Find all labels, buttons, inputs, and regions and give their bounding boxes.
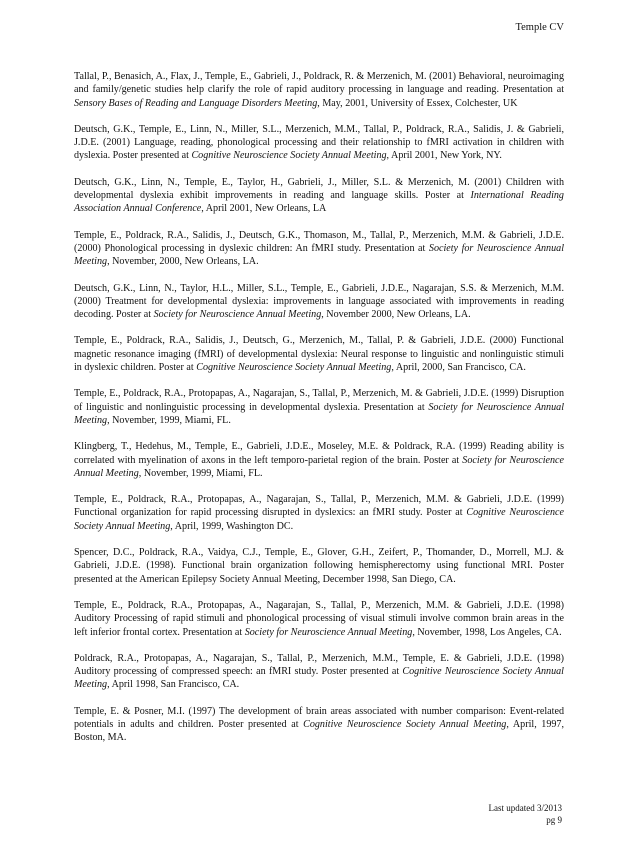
venue-title: Cognitive Neuroscience Society Annual Meeting xyxy=(74,666,564,691)
venue-title: Society for Neuroscience Annual Meeting xyxy=(74,242,564,268)
publication-entry: Temple, E. & Posner, M.I. (1997) The development of brain areas associated with number comparison: Event-related potentials in adults and children. Poster presented at Cognitive Neuroscience Society Annual Meeting, April, 1997, Boston, MA. xyxy=(74,705,564,744)
publication-entry: Temple, E., Poldrack, R.A., Protopapas, A., Nagarajan, S., Tallal, P., Merzenich, M. & Gabrieli, J.D.E. (1999) Disruption of linguistic and nonlinguistic processing in developmental dyslexia. Presentation at Society for Neuroscience Annual Meeting, November, 1999, Miami, FL. xyxy=(74,388,565,426)
venue-title: Cognitive Neuroscience Society Annual Meeting xyxy=(74,507,564,532)
running-header: Temple CV xyxy=(515,22,564,33)
venue-title: Society for Neuroscience Annual Meeting xyxy=(74,454,564,479)
publication-entry: Deutsch, G.K., Temple, E., Linn, N., Miller, S.L., Merzenich, M.M., Tallal, P., Poldrack, R.A., Salidis, J. & Gabrieli, J.D.E. (2001) Language, reading, phonological processing and their relationship to fMRI activation in children with dyslexia. Poster presented at Cognitive Neuroscience Society Annual Meeting, April 2001, New York, NY. xyxy=(74,123,564,162)
page-number: pg 9 xyxy=(546,815,562,825)
publication-entry: Temple, E., Poldrack, R.A., Protopapas, A., Nagarajan, S., Tallal, P., Merzenich, M.M. & Gabrieli, J.D.E. (1999) Functional organization for rapid processing disrupted in dyslexics: an fMRI study. Poster at Cognitive Neuroscience Society Annual Meeting, April, 1999, Washington DC. xyxy=(74,494,564,532)
venue-title: Cognitive Neuroscience Society Annual Meeting xyxy=(191,150,387,162)
publication-entry: Deutsch, G.K., Linn, N., Temple, E., Taylor, H., Gabrieli, J., Miller, S.L. & Merzenich, M. (2001) Children with developmental dyslexia exhibit improvements in reading and language skills. Poster at International Reading Association Annual Conference, April 2001, New Orleans, LA xyxy=(74,176,564,215)
publication-list xyxy=(74,70,564,758)
publication-entry: Spencer, D.C., Poldrack, R.A., Vaidya, C.J., Temple, E., Glover, G.H., Zeifert, P., Thomander, D., Morrell, M.J. & Gabrieli, J.D.E. (1998). Functional brain organization following hemispherectomy using functional MRI. Poster presented at the American Epilepsy Society Annual Meeting, December 1998, San Diego, CA. xyxy=(74,547,564,585)
venue-title: Society for Neuroscience Annual Meeting xyxy=(153,309,322,321)
publication-entry: Tallal, P., Benasich, A., Flax, J., Temple, E., Gabrieli, J., Poldrack, R. & Merzenich, M. (2001) Behavioral, neuroimaging and family/genetic studies help clarify the role of rapid auditory processing in language and reading. Presentation at Sensory Bases of Reading and Language Disorders Meeting, May, 2001, University of Essex, Colchester, UK xyxy=(74,71,564,109)
publication-entry: Temple, E., Poldrack, R.A., Salidis, J., Deutsch, G.K., Thomason, M., Tallal, P., Merzenich, M.M. & Gabrieli, J.D.E. (2000) Phonological processing in dyslexic children: An fMRI study. Presentation at Society for Neuroscience Annual Meeting, November, 2000, New Orleans, LA. xyxy=(74,229,564,268)
publication-entry: Deutsch, G.K., Linn, N., Taylor, H.L., Miller, S.L., Temple, E., Gabrieli, J.D.E., Nagarajan, S.S. & Merzenich, M.M. (2000) Treatment for developmental dyslexia: improvements in language associated with improvements in reading decoding. Poster at Society for Neuroscience Annual Meeting, November 2000, New Orleans, LA. xyxy=(74,282,564,321)
venue-title: Sensory Bases of Reading and Language Disorders Meeting xyxy=(74,97,318,109)
publication-entry: Poldrack, R.A., Protopapas, A., Nagarajan, S., Tallal, P., Merzenich, M.M., Temple, E. & Gabrieli, J.D.E. (1998) Auditory processing of compressed speech: an fMRI study. Poster presented at Cognitive Neuroscience Society Annual Meeting, April 1998, San Francisco, CA. xyxy=(74,652,564,691)
publication-entry: Klingberg, T., Hedehus, M., Temple, E., Gabrieli, J.D.E., Moseley, M.E. & Poldrack, R.A. (1999) Reading ability is correlated with myelination of axons in the left temporo-parietal region of the brain. Poster at Society for Neuroscience Annual Meeting, November, 1999, Miami, FL. xyxy=(74,441,564,479)
last-updated: Last updated 3/2013 xyxy=(488,803,562,813)
venue-title: Society for Neuroscience Annual Meeting xyxy=(74,401,565,426)
venue-title: Cognitive Neuroscience Society Annual Meeting xyxy=(196,362,392,374)
venue-title: Cognitive Neuroscience Society Annual Meeting xyxy=(303,718,507,730)
venue-title: International Reading Association Annual Conference xyxy=(74,190,564,215)
page-footer xyxy=(489,802,563,826)
venue-title: Society for Neuroscience Annual Meeting xyxy=(244,626,413,638)
publication-entry: Temple, E., Poldrack, R.A., Protopapas, A., Nagarajan, S., Tallal, P., Merzenich, M.M. & Gabrieli, J.D.E. (1998) Auditory Processing of rapid stimuli and phonological processing of visual stimuli involve common brain areas in the left inferior frontal cortex. Presentation at Society for Neuroscience Annual Meeting, November, 1998, Los Angeles, CA. xyxy=(74,599,564,638)
publication-entry: Temple, E., Poldrack, R.A., Salidis, J., Deutsch, G., Merzenich, M., Tallal, P. & Gabrieli, J.D.E. (2000) Functional magnetic resonance imaging (fMRI) of developmental dyslexia: Neural response to linguistic and nonlinguistic stimuli in dyslexic children. Poster at Cognitive Neuroscience Society Annual Meeting, April, 2000, San Francisco, CA. xyxy=(74,335,564,374)
